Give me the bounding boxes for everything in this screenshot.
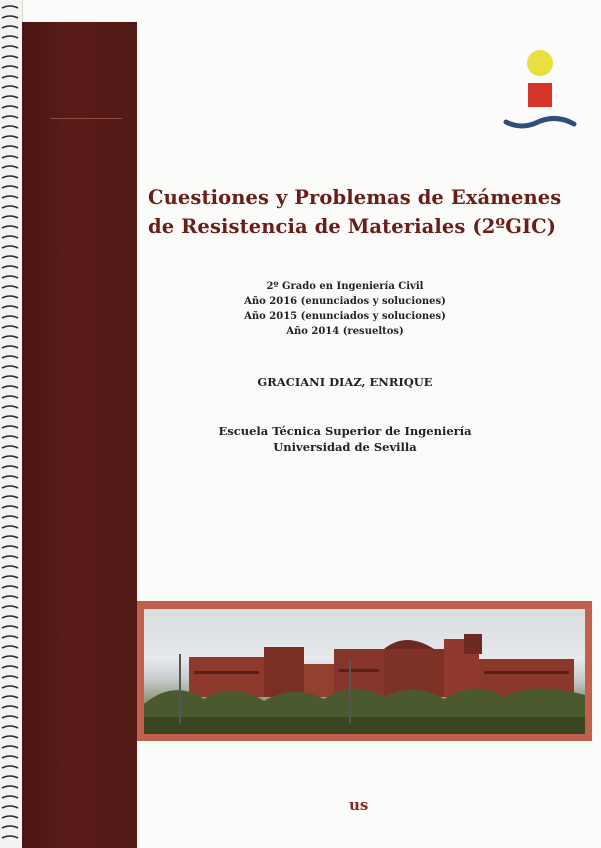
spiral-loop bbox=[2, 556, 18, 558]
spiral-loop bbox=[2, 566, 18, 568]
spiral-loop bbox=[2, 406, 18, 408]
spiral-loop bbox=[2, 96, 18, 98]
spiral-loop bbox=[2, 156, 18, 158]
spiral-loop bbox=[2, 326, 18, 328]
spiral-loop bbox=[2, 56, 18, 58]
spiral-binding bbox=[0, 0, 23, 848]
spiral-loop bbox=[2, 586, 18, 588]
spiral-loop bbox=[2, 196, 18, 198]
spiral-loop bbox=[2, 6, 18, 8]
spiral-loop bbox=[2, 576, 18, 578]
spiral-loop bbox=[2, 346, 18, 348]
document-subtitle bbox=[160, 279, 530, 339]
spiral-loop bbox=[2, 26, 18, 28]
spiral-loop bbox=[2, 426, 18, 428]
spiral-binding-icon bbox=[0, 0, 22, 848]
spiral-loop bbox=[2, 686, 18, 688]
spiral-loop bbox=[2, 746, 18, 748]
spiral-loop bbox=[2, 526, 18, 528]
spiral-loop bbox=[2, 676, 18, 678]
spiral-loop bbox=[2, 516, 18, 518]
spiral-loop bbox=[2, 546, 18, 548]
institution-line: Universidad de Sevilla bbox=[273, 440, 417, 454]
subtitle-line: Año 2016 (enunciados y soluciones) bbox=[244, 296, 446, 307]
spiral-loop bbox=[2, 696, 18, 698]
spiral-loop bbox=[2, 776, 18, 778]
spiral-loop bbox=[2, 796, 18, 798]
spiral-loop bbox=[2, 356, 18, 358]
spiral-loop bbox=[2, 396, 18, 398]
spiral-loop bbox=[2, 336, 18, 338]
spiral-loop bbox=[2, 186, 18, 188]
spiral-loop bbox=[2, 106, 18, 108]
author-name: GRACIANI DIAZ, ENRIQUE bbox=[257, 375, 433, 389]
spiral-loop bbox=[2, 786, 18, 788]
spiral-loop bbox=[2, 36, 18, 38]
spiral-loop bbox=[2, 476, 18, 478]
spiral-loop bbox=[2, 706, 18, 708]
spiral-loop bbox=[2, 466, 18, 468]
spiral-loop bbox=[2, 506, 18, 508]
footer-logo: us bbox=[349, 796, 369, 814]
spiral-loop bbox=[2, 486, 18, 488]
spiral-loop bbox=[2, 766, 18, 768]
spiral-loop bbox=[2, 666, 18, 668]
title-line: de Resistencia de Materiales (2ºGIC) bbox=[148, 215, 557, 238]
spiral-loop bbox=[2, 126, 18, 128]
spiral-loop bbox=[2, 376, 18, 378]
campus-photo-frame bbox=[137, 601, 592, 741]
spiral-loop bbox=[2, 146, 18, 148]
spiral-loop bbox=[2, 46, 18, 48]
spiral-loop bbox=[2, 596, 18, 598]
spiral-loop bbox=[2, 306, 18, 308]
spiral-loop bbox=[2, 316, 18, 318]
subtitle-line: 2º Grado en Ingeniería Civil bbox=[266, 281, 424, 292]
institution bbox=[160, 423, 530, 455]
spiral-loop bbox=[2, 116, 18, 118]
campus-photo bbox=[144, 609, 585, 734]
spiral-loop bbox=[2, 246, 18, 248]
spiral-loop bbox=[2, 606, 18, 608]
spiral-loop bbox=[2, 436, 18, 438]
spiral-loop bbox=[2, 236, 18, 238]
spiral-loop bbox=[2, 256, 18, 258]
campus-building-image bbox=[144, 609, 585, 734]
spiral-loop bbox=[2, 176, 18, 178]
title-line: Cuestiones y Problemas de Exámenes bbox=[148, 186, 562, 209]
spiral-loop bbox=[2, 646, 18, 648]
spiral-loop bbox=[2, 626, 18, 628]
spiral-loop bbox=[2, 736, 18, 738]
spiral-loop bbox=[2, 726, 18, 728]
spiral-loop bbox=[2, 216, 18, 218]
cover-band bbox=[22, 22, 137, 848]
spiral-loop bbox=[2, 136, 18, 138]
band-divider bbox=[50, 118, 122, 119]
spiral-loop bbox=[2, 816, 18, 818]
spiral-loop bbox=[2, 636, 18, 638]
spiral-loop bbox=[2, 456, 18, 458]
spiral-loop bbox=[2, 386, 18, 388]
subtitle-line: Año 2014 (resueltos) bbox=[286, 326, 404, 337]
spiral-loop bbox=[2, 446, 18, 448]
spiral-loop bbox=[2, 756, 18, 758]
spiral-loop bbox=[2, 656, 18, 658]
spiral-loop bbox=[2, 536, 18, 538]
spiral-loop bbox=[2, 266, 18, 268]
spiral-loop bbox=[2, 496, 18, 498]
spiral-loop bbox=[2, 276, 18, 278]
spiral-loop bbox=[2, 296, 18, 298]
spiral-loop bbox=[2, 716, 18, 718]
spiral-loop bbox=[2, 66, 18, 68]
spiral-loop bbox=[2, 76, 18, 78]
spiral-loop bbox=[2, 166, 18, 168]
spiral-loop bbox=[2, 16, 18, 18]
spiral-loop bbox=[2, 206, 18, 208]
spiral-loop bbox=[2, 806, 18, 808]
spiral-loop bbox=[2, 416, 18, 418]
spiral-loop bbox=[2, 616, 18, 618]
spiral-loop bbox=[2, 836, 18, 838]
spiral-loop bbox=[2, 86, 18, 88]
spiral-loop bbox=[2, 226, 18, 228]
university-logo-icon bbox=[500, 40, 580, 135]
institution-line: Escuela Técnica Superior de Ingeniería bbox=[218, 424, 472, 438]
spiral-loop bbox=[2, 366, 18, 368]
spiral-loop bbox=[2, 826, 18, 828]
spiral-loop bbox=[2, 286, 18, 288]
subtitle-line: Año 2015 (enunciados y soluciones) bbox=[244, 311, 446, 322]
document-title bbox=[148, 183, 568, 241]
